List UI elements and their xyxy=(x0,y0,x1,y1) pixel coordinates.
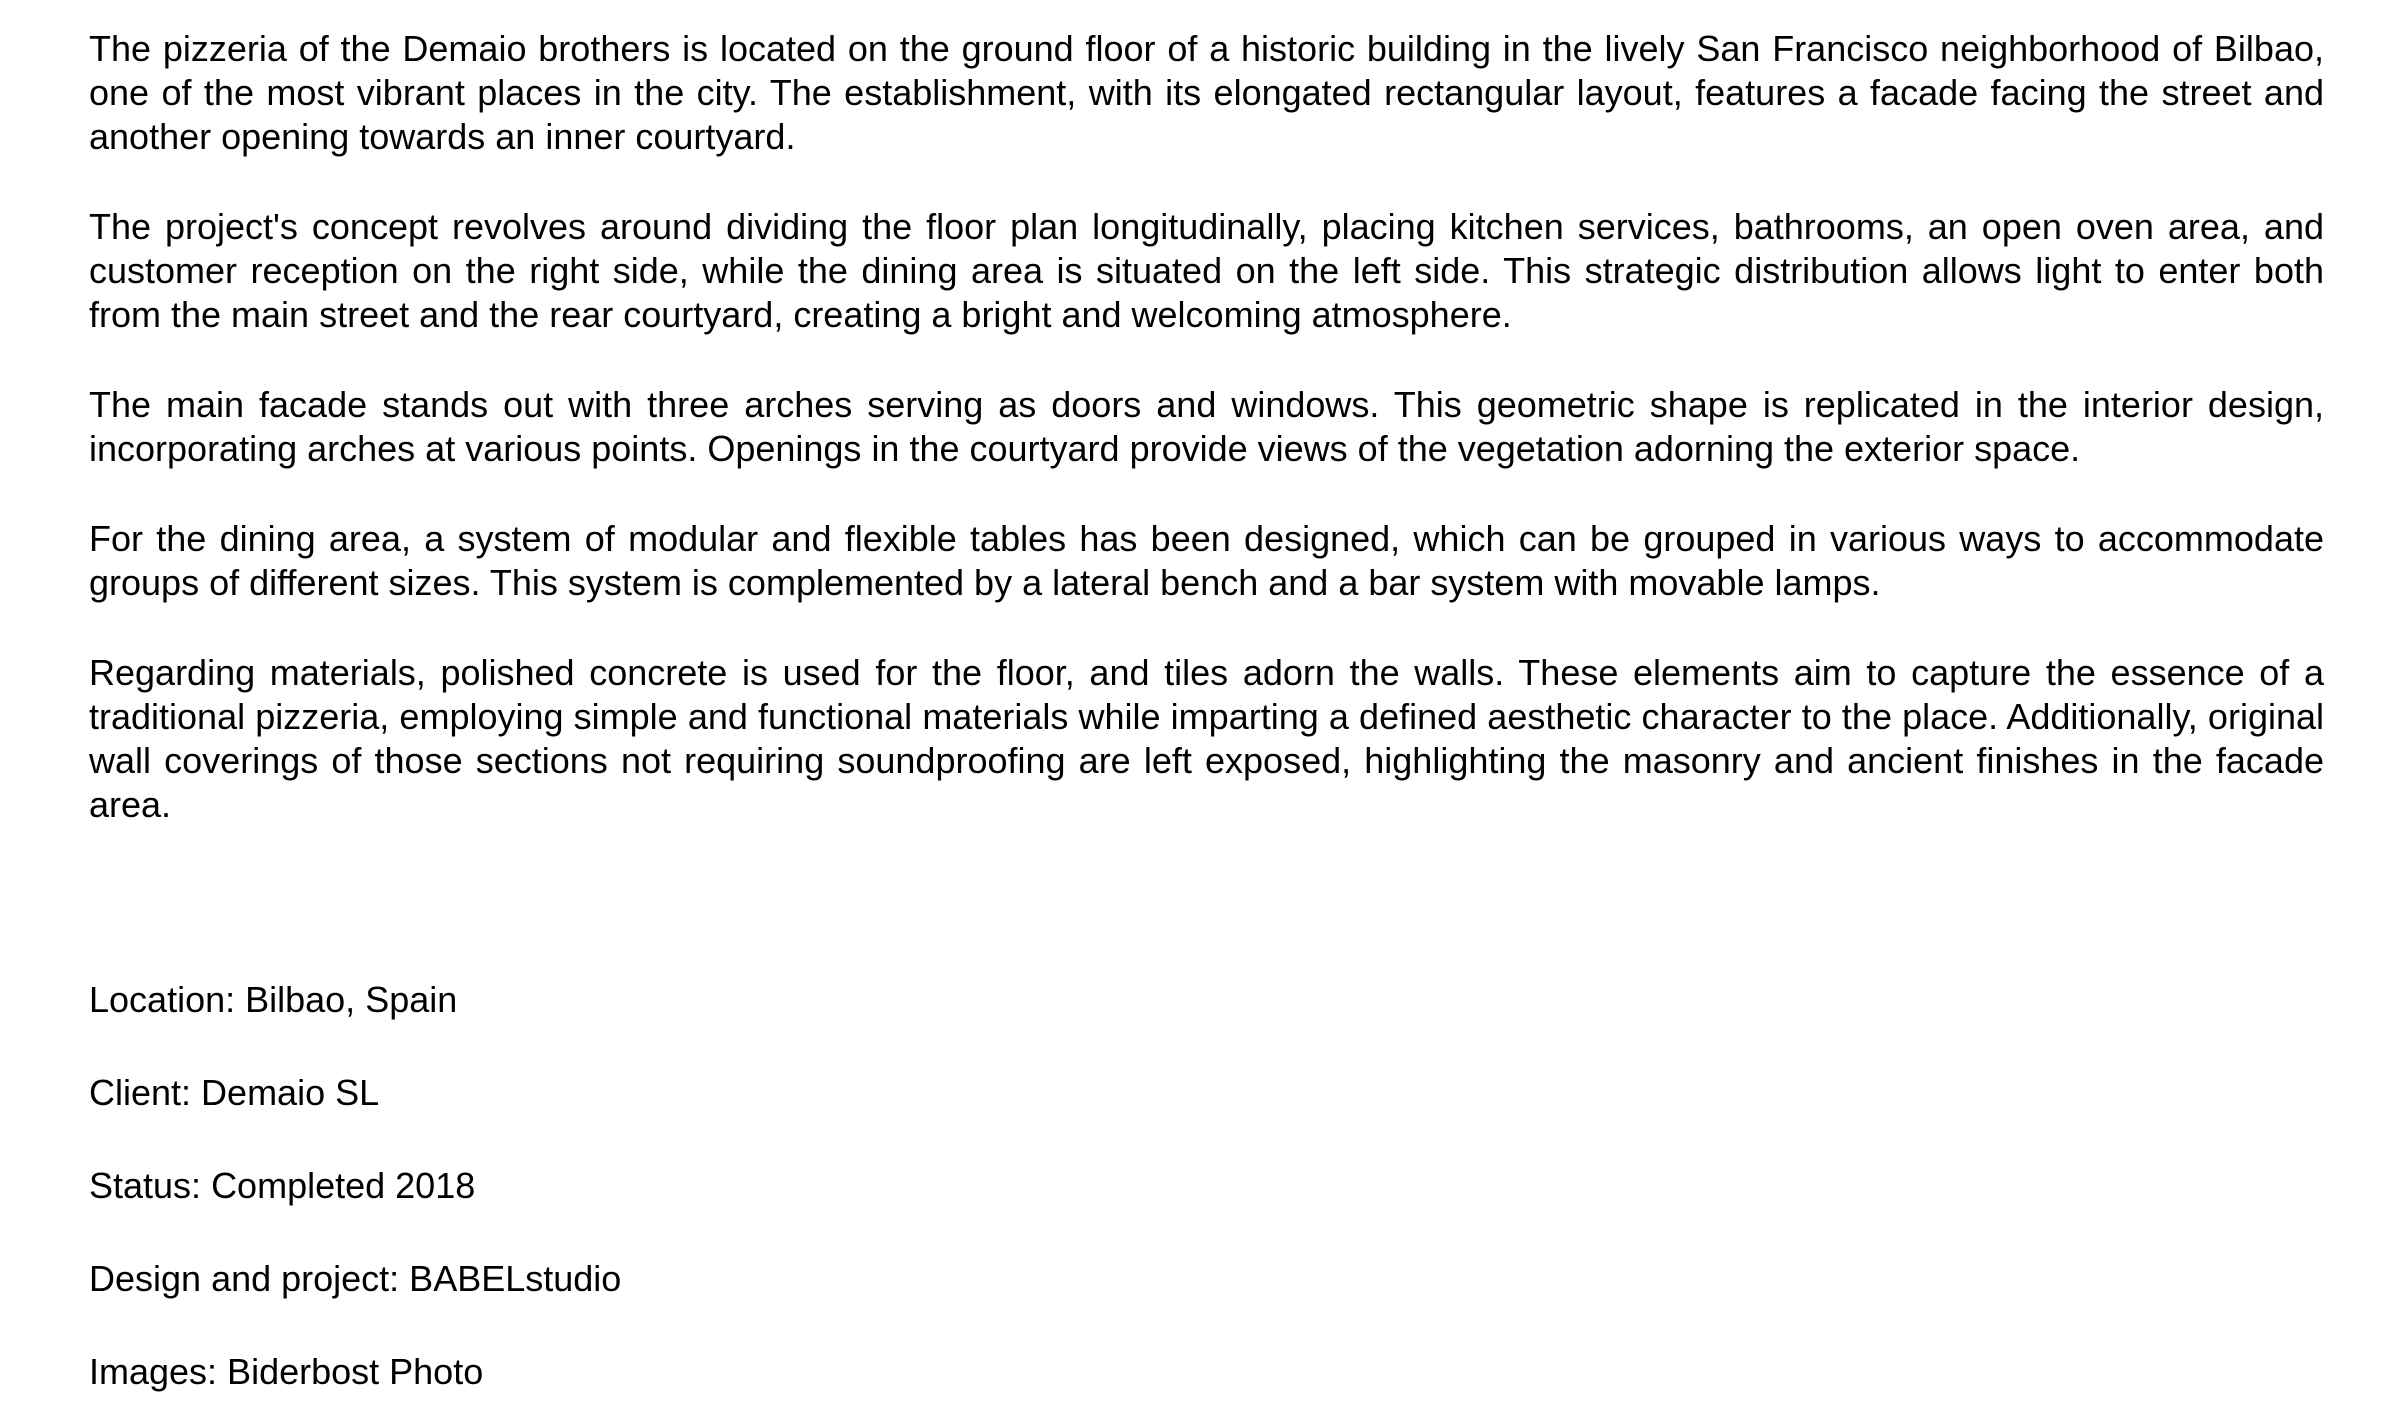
paragraph-concept: The project's concept revolves around dividing the floor plan longitudinally, placing kitchen services, bathrooms, an open oven area, and customer reception on the right side, while the dining area is situated on the left side. This strategic distribution allows light to enter both from the main street and the rear courtyard, creating a bright and welcoming atmosphere. xyxy=(89,206,2324,335)
paragraph-materials: Regarding materials, polished concrete is used for the floor, and tiles adorn the walls. These elements aim to capture the essence of a traditional pizzeria, employing simple and functional materials while imparting a defined aesthetic character to the place. Additionally, original wall coverings of those sections not requiring soundproofing are left exposed, highlighting the masonry and ancient finishes in the facade area. xyxy=(89,652,2324,825)
client-line: Client: Demaio SL xyxy=(89,1072,380,1113)
design-line: Design and project: BABELstudio xyxy=(89,1258,622,1299)
section-spacer xyxy=(89,873,2324,978)
paragraph-facade: The main facade stands out with three arches serving as doors and windows. This geometric shape is replicated in the interior design, incorporating arches at various points. Openings in the courtyard provide views of the vegetation adorning the exterior space. xyxy=(89,384,2324,469)
paragraph-location-intro: The pizzeria of the Demaio brothers is located on the ground floor of a historic building in the lively San Francisco neighborhood of Bilbao, one of the most vibrant places in the city. The establishment, with its elongated rectangular layout, features a facade facing the street and another opening towards an inner courtyard. xyxy=(89,28,2324,157)
paragraph-dining-area: For the dining area, a system of modular and flexible tables has been designed, which can be grouped in various ways to accommodate groups of different sizes. This system is complemented by a lateral bench and a bar system with movable lamps. xyxy=(89,518,2324,603)
location-line: Location: Bilbao, Spain xyxy=(89,979,458,1020)
document-page xyxy=(89,27,2324,1394)
images-credit-line: Images: Biderbost Photo xyxy=(89,1351,484,1392)
status-line: Status: Completed 2018 xyxy=(89,1165,476,1206)
